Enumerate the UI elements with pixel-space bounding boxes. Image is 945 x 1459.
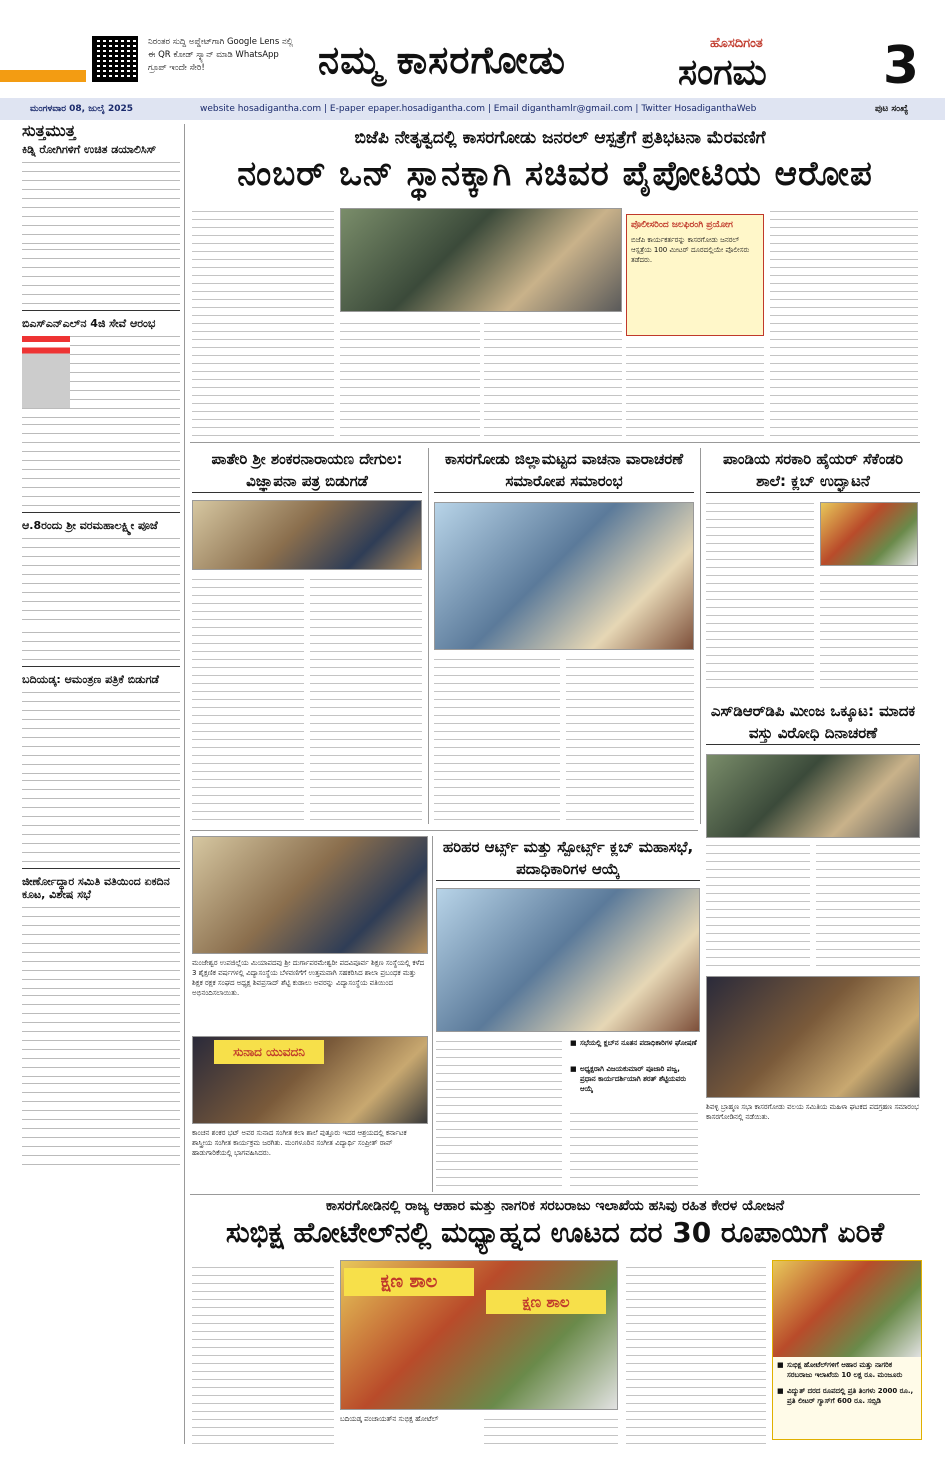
qr-instructions: ನಿರಂತರ ಸುದ್ದಿ ಅಪ್ಡೇಟ್‌ಗಾಗಿ Google Lens ನಲ್ಲಿ ಈ QR ಕೋಡ್ ಸ್ಕ್ಯಾನ್ ಮಾಡಿ WhatsApp ಗ್ರೂಪ್ ಇಂದೇ ಸೇರಿ! bbox=[148, 37, 294, 73]
left-headline-5[interactable]: ಜೀರ್ಣೋದ್ಧಾರ ಸಮಿತಿ ವತಿಯಿಂದ ಏಕದಿನ ಕೂಟ, ವಿಶೇಷ ಸಭೆ bbox=[22, 875, 170, 901]
story-text bbox=[566, 656, 694, 820]
article-text bbox=[22, 905, 180, 989]
felicitation-photo bbox=[192, 836, 428, 954]
mahila-caption: ಶಿವಳ್ಳಿ ಬ್ರಾಹ್ಮಣ ಸಭಾ ಕಾಸರಗೋಡು ವಲಯ ಸಮಿತಿಯ ಮಹಿಳಾ ಘಟಕದ ಪದಗ್ರಹಣ ಸಮಾರಂಭ ಕಾಸರಗೋಡಿನಲ್ಲಿ ನಡೆಯಿತು. bbox=[706, 1102, 920, 1182]
issue-date: ಮಂಗಳವಾರ 08, ಜುಲೈ 2025 bbox=[30, 104, 134, 114]
divider bbox=[22, 512, 180, 513]
left-column bbox=[22, 121, 180, 1444]
story-text bbox=[626, 1260, 766, 1444]
meal-info-box bbox=[772, 1260, 922, 1440]
mobile-tower-photo bbox=[22, 336, 70, 408]
story-headline-3[interactable]: ಪಾಂಡಿಯ ಸರಕಾರಿ ಹೈಯರ್ ಸೆಕೆಂಡರಿ ಶಾಲೆ: ಕ್ಲಬ್ ಉದ್ಘಾಟನೆ bbox=[706, 448, 920, 493]
club-inauguration-photo bbox=[820, 502, 918, 566]
divider bbox=[22, 666, 180, 667]
section-name: ಸಂಗಮ bbox=[678, 52, 767, 93]
article-text bbox=[22, 248, 180, 304]
lead-text-col-4 bbox=[626, 340, 764, 436]
website-link[interactable]: website hosadigantha.com bbox=[200, 104, 322, 114]
story-text bbox=[820, 572, 918, 688]
lead-text-col-1 bbox=[192, 208, 334, 436]
story-text bbox=[310, 576, 422, 820]
left-headline-3[interactable]: ಆ.8ರಂದು ಶ್ರೀ ವರಮಹಾಲಕ್ಷ್ಮೀ ಪೂಜೆ bbox=[22, 519, 158, 532]
story-headline-1[interactable]: ಪಾತೇರಿ ಶ್ರೀ ಶಂಕರನಾರಾಯಣ ದೇಗುಲ: ವಿಜ್ಞಾಪನಾ ಪತ್ರ ಬಿಡುಗಡೆ bbox=[192, 448, 422, 493]
meal-bullet-2: ■ ವಿದ್ಯುತ್ ದರದ ರೂಪದಲ್ಲಿ ಪ್ರತಿ ತಿಂಗಳು 2000 ರೂ., ಪ್ರತಿ ಲೀಟರ್ ಗ್ಯಾಸ್‌ಗೆ 600 ರೂ. ಸಬ್ಸಿಡಿ bbox=[773, 1383, 921, 1409]
lead-text-col-3 bbox=[484, 318, 622, 436]
hotel-sign: ಕ್ಷಣ ಶಾಲ bbox=[344, 1268, 474, 1296]
hotel-sign-2: ಕ್ಷಣ ಶಾಲ bbox=[486, 1290, 606, 1314]
story-text bbox=[570, 1106, 698, 1186]
page-number: 3 bbox=[882, 36, 919, 96]
story-text bbox=[484, 1414, 618, 1444]
felicitation-caption: ಮಂಜೇಶ್ವರ ಉಪಜಿಲ್ಲೆಯ ಮಿಯಾಪದವು ಶ್ರೀ ದುರ್ಗಾಪರಮೇಶ್ವರೀ ಪದವಿಪೂರ್ವ ಶಿಕ್ಷಣ ಸಂಸ್ಥೆಯಲ್ಲಿ ಕಳೆದ 3 ಶೈಕ್ಷಣಿಕ ವರ್ಷಗಳಲ್ಲಿ ವಿದ್ಯಾಸಂಸ್ಥೆಯ ಬೆಳವಣಿಗೆಗೆ ಉತ್ತಮವಾಗಿ ಸಹಕರಿಸಿದ ಶಾಲಾ ಪ್ರಬಂಧಕ ಮತ್ತು ಶಿಕ್ಷಕ ರಕ್ಷಕ ಸಂಘದ ಅಧ್ಯಕ್ಷ ಶಿವಪ್ರಸಾದ್ ಶೆಟ್ಟಿ ಕುಡಾಲು ಅವರನ್ನು ವಿದ್ಯಾಸಂಸ್ಥೆಯ ವತಿಯಿಂದ ಅಭಿನಂದಿಸಲಾಯಿತು. bbox=[192, 958, 428, 1030]
lead-headline[interactable]: ನಂಬರ್ ಒನ್ ಸ್ಥಾನಕ್ಕಾಗಿ ಸಚಿವರ ಪೈಪೋಟಿಯ ಆರೋಪ bbox=[237, 154, 873, 194]
article-text bbox=[22, 690, 180, 774]
protest-photo bbox=[340, 208, 622, 312]
story-text bbox=[192, 576, 304, 820]
twitter-link[interactable]: Twitter HosadiganthaWeb bbox=[641, 104, 757, 114]
story-headline-4[interactable]: ಎಸ್‌ಡಿಆರ್‌ಡಿಪಿ ಮೀಂಜ ಒಕ್ಕೂಟ: ಮಾದಕ ವಸ್ತು ವಿರೋಧಿ ದಿನಾಚರಣೆ bbox=[706, 700, 920, 745]
contact-line: website hosadigantha.com | E-paper epaper.hosadigantha.com | Email diganthamlr@gmail.com | Twitter HosadiganthaWeb bbox=[200, 104, 757, 114]
reading-week-photo bbox=[434, 502, 694, 650]
story-text bbox=[436, 1036, 562, 1186]
divider bbox=[190, 442, 920, 443]
article-text bbox=[22, 1081, 180, 1165]
epaper-link[interactable]: E-paper epaper.hosadigantha.com bbox=[329, 104, 486, 114]
info-bar bbox=[0, 98, 945, 120]
divider bbox=[22, 310, 180, 311]
story-text bbox=[816, 844, 920, 966]
anti-drug-day-photo bbox=[706, 754, 920, 838]
sidebox-text: ಬಿಜೆಪಿ ಕಾರ್ಯಕರ್ತರನ್ನು ಕಾಸರಗೋಡು ಜನರಲ್ ಆಸ್ಪತ್ರೆಯ 100 ಮೀಟರ್ ದೂರದಲ್ಲಿಯೇ ಪೊಲೀಸರು ತಡೆದರು. bbox=[631, 236, 750, 264]
story-text bbox=[706, 502, 814, 688]
bottom-kicker: ಕಾಸರಗೋಡಿನಲ್ಲಿ ರಾಜ್ಯ ಆಹಾರ ಮತ್ತು ನಾಗರಿಕ ಸರಬರಾಜು ಇಲಾಖೆಯ ಹಸಿವು ರಹಿತ ಕೇರಳ ಯೋಜನೆ bbox=[325, 1198, 785, 1214]
column-divider bbox=[700, 448, 701, 824]
story-text bbox=[706, 844, 810, 966]
concert-banner: ಸುನಾದ ಯುವದನಿ bbox=[214, 1040, 324, 1064]
page-label: ಪುಟ ಸಂಖ್ಯೆ bbox=[875, 104, 909, 114]
article-text bbox=[22, 778, 180, 862]
story-text bbox=[434, 656, 560, 820]
left-headline-2[interactable]: ಬಿಎಸ್‌ಎನ್‌ಎಲ್‌ನ 4ಜಿ ಸೇವೆ ಆರಂಭ bbox=[22, 317, 156, 330]
page-title: ನಮ್ಮ ಕಾಸರಗೋಡು bbox=[318, 38, 567, 82]
club-bullet-2: ■ ಅಧ್ಯಕ್ಷರಾಗಿ ವಿಜಯಕುಮಾರ್ ಪೂಜಾರಿ ಪಜ್ವ, ಪ್ರಧಾನ ಕಾರ್ಯದರ್ಶಿಯಾಗಿ ಶರತ್ ಶೆಟ್ಟಿಯವರು ಆಯ್ಕೆ bbox=[570, 1064, 698, 1094]
meal-plate-photo bbox=[773, 1261, 921, 1357]
masthead bbox=[0, 0, 945, 104]
sidebox-title: ಪೊಲೀಸರಿಂದ ಜಲಫಿರಂಗಿ ಪ್ರಯೋಗ bbox=[631, 220, 733, 230]
story-headline-5[interactable]: ಹರಿಹರ ಆರ್ಟ್ಸ್ ಮತ್ತು ಸ್ಪೋರ್ಟ್ಸ್ ಕ್ಲಬ್ ಮಹಾಸಭೆ, ಪದಾಧಿಕಾರಿಗಳ ಆಯ್ಕೆ bbox=[436, 836, 700, 881]
article-text bbox=[22, 422, 180, 506]
club-bullet-1: ■ ಸಭೆಯಲ್ಲಿ ಕ್ಲಬ್‌ನ ನೂತನ ಪದಾಧಿಕಾರಿಗಳ ಘೋಷಣೆ bbox=[570, 1038, 698, 1048]
concert-caption: ಕಾಂಚನ ಶಂಕರ ಭಟ್ ಅವರ ಸುನಾದ ಸಂಗೀತ ಕಲಾ ಶಾಲೆ ಪುತ್ತೂರು ಇದರ ಆಶ್ರಯದಲ್ಲಿ ಕರ್ನಾಟಕ ಶಾಸ್ತ್ರೀಯ ಸಂಗೀತ ಕಾರ್ಯಕ್ರಮ ಜರಗಿತು. ಮಂಗಳೂರಿನ ಸಂಗೀತ ವಿದ್ಯಾರ್ಥಿ ಸಂಪ್ರೀತ್ ರಾವ್ ಹಾಡುಗಾರಿಕೆಯಲ್ಲಿ ಭಾಗವಹಿಸಿದರು. bbox=[192, 1128, 428, 1190]
brand-block bbox=[678, 36, 923, 100]
column-divider bbox=[432, 836, 433, 1192]
article-text bbox=[22, 160, 180, 244]
lead-text-col-5 bbox=[770, 208, 918, 436]
brand-name: ಹೊಸದಿಗಂತ bbox=[710, 36, 763, 51]
meal-bullet-1: ■ ಸುಭಿಕ್ಷ ಹೋಟೆಲ್‌ಗಳಿಗೆ ಆಹಾರ ಮತ್ತು ನಾಗರಿಕ ಸರಬರಾಜು ಇಲಾಖೆಯ 10 ಲಕ್ಷ ರೂ. ಮಂಜೂರು bbox=[773, 1357, 921, 1383]
water-cannon-box bbox=[626, 214, 764, 336]
article-text bbox=[22, 536, 180, 620]
temple-release-photo bbox=[192, 500, 422, 570]
story-headline-2[interactable]: ಕಾಸರಗೋಡು ಜಿಲ್ಲಾಮಟ್ಟದ ವಾಚನಾ ವಾರಾಚರಣೆ ಸಮಾರೋಪ ಸಮಾರಂಭ bbox=[434, 448, 694, 493]
mahila-ghataka-photo bbox=[706, 976, 920, 1098]
email-link[interactable]: Email diganthamlr@gmail.com bbox=[493, 104, 633, 114]
hotel-photo-caption: ಬದಿಯಡ್ಕ ಪಂಚಾಯತ್‌ನ ಸುಭಿಕ್ಷ ಹೋಟೆಲ್ bbox=[340, 1414, 478, 1442]
column-title: ಸುತ್ತಮುತ್ತ bbox=[22, 121, 76, 140]
article-text bbox=[22, 624, 180, 660]
decorative-bar bbox=[0, 70, 86, 82]
divider bbox=[22, 868, 180, 869]
divider bbox=[190, 1194, 920, 1195]
club-members-photo bbox=[436, 888, 700, 1032]
lead-text-col-2 bbox=[340, 318, 480, 436]
article-text bbox=[22, 993, 180, 1077]
story-text bbox=[192, 1260, 334, 1444]
left-headline-4[interactable]: ಬದಿಯಡ್ಕ: ಆಮಂತ್ರಣ ಪತ್ರಿಕೆ ಬಿಡುಗಡೆ bbox=[22, 673, 159, 686]
bottom-headline[interactable]: ಸುಭಿಕ್ಷ ಹೋಟೇಲ್‌ನಲ್ಲಿ ಮಧ್ಯಾಹ್ನದ ಊಟದ ದರ 30 ರೂಪಾಯಿಗೆ ಏರಿಕೆ bbox=[225, 1216, 885, 1249]
qr-code[interactable] bbox=[92, 36, 138, 82]
column-divider bbox=[428, 448, 429, 824]
left-headline-1[interactable]: ಕಿಡ್ನಿ ರೋಗಿಗಳಿಗೆ ಉಚಿತ ಡಯಾಲಿಸಿಸ್ bbox=[22, 143, 157, 156]
divider bbox=[190, 830, 698, 831]
lead-kicker: ಬಿಜೆಪಿ ನೇತೃತ್ವದಲ್ಲಿ ಕಾಸರಗೋಡು ಜನರಲ್ ಆಸ್ಪತ್ರೆಗೆ ಪ್ರತಿಭಟನಾ ಮೆರವಣಿಗೆ bbox=[354, 128, 766, 148]
column-divider bbox=[184, 124, 185, 1444]
